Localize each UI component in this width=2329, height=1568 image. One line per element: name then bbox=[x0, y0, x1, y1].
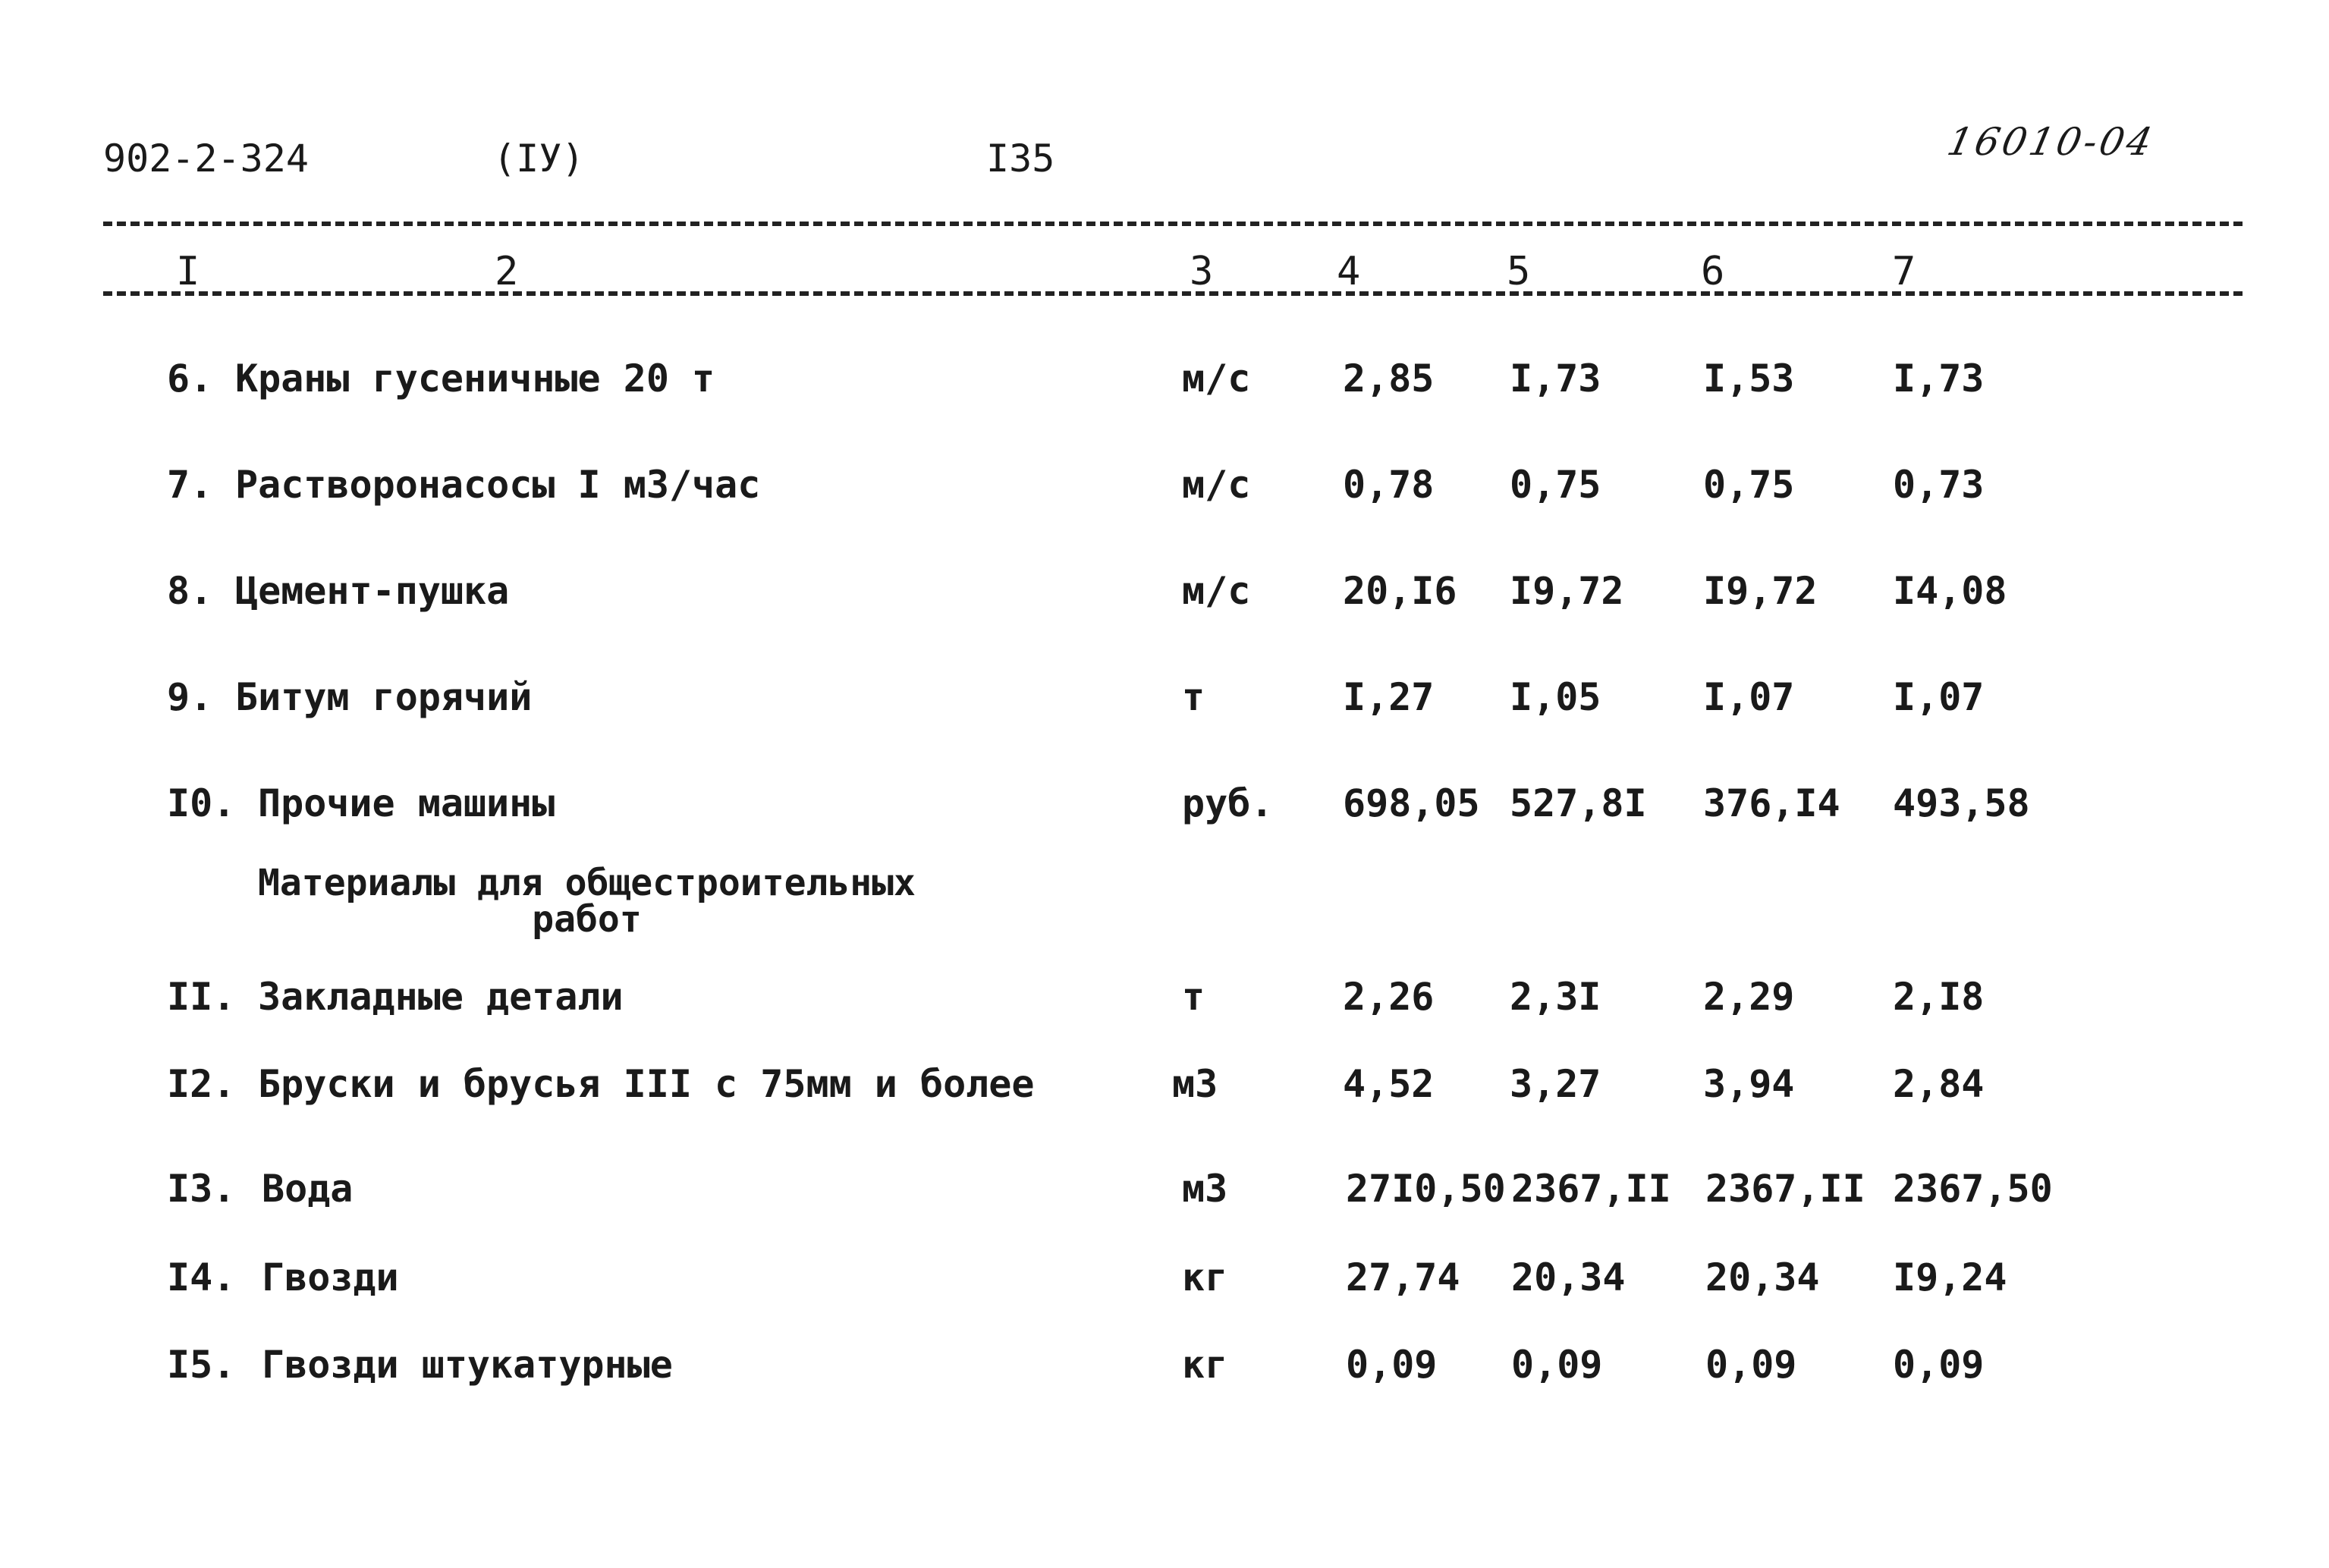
row-value-col7: 2,I8 bbox=[1893, 975, 1985, 1019]
row-value-col6: 20,34 bbox=[1705, 1255, 1820, 1299]
row-number: 7. bbox=[167, 463, 213, 507]
row-name: Растворонасосы I м3/час bbox=[235, 463, 761, 507]
table-row bbox=[0, 569, 2329, 630]
row-value-col5: 2,3I bbox=[1510, 975, 1601, 1019]
row-value-col4: 2,26 bbox=[1343, 975, 1435, 1019]
row-value-col5: I,05 bbox=[1510, 675, 1601, 719]
row-value-col7: I,07 bbox=[1893, 675, 1985, 719]
table-row bbox=[0, 463, 2329, 523]
row-value-col4: 27,74 bbox=[1346, 1255, 1460, 1299]
row-number: 6. bbox=[167, 357, 213, 401]
row-value-col7: I,73 bbox=[1893, 357, 1985, 401]
row-number: I0. bbox=[167, 781, 236, 825]
row-unit: кг bbox=[1182, 1343, 1228, 1387]
document-code: 902-2-324 bbox=[103, 137, 309, 181]
table-row bbox=[0, 975, 2329, 1035]
row-value-col5: I,73 bbox=[1510, 357, 1601, 401]
row-number: I3. bbox=[167, 1167, 236, 1211]
row-name: Вода bbox=[262, 1167, 354, 1211]
row-value-col4: 0,78 bbox=[1343, 463, 1435, 507]
row-value-col7: 0,73 bbox=[1893, 463, 1985, 507]
volume-label: (IУ) bbox=[493, 137, 585, 181]
table-row bbox=[0, 1343, 2329, 1403]
row-value-col7: I4,08 bbox=[1893, 569, 2007, 613]
row-value-col7: 493,58 bbox=[1893, 781, 2030, 825]
row-name: Цемент-пушка bbox=[235, 569, 510, 613]
row-name: Краны гусеничные 20 т bbox=[235, 357, 715, 401]
row-number: 8. bbox=[167, 569, 213, 613]
table-row bbox=[0, 1255, 2329, 1316]
row-number: II. bbox=[167, 975, 236, 1019]
row-value-col4: 0,09 bbox=[1346, 1343, 1438, 1387]
row-unit: кг bbox=[1182, 1255, 1228, 1299]
row-name: Битум горячий bbox=[235, 675, 533, 719]
row-value-col5: I9,72 bbox=[1510, 569, 1624, 613]
row-value-col5: 20,34 bbox=[1511, 1255, 1626, 1299]
handwritten-reference: 16010-04 bbox=[1943, 120, 2159, 164]
column-number-3: 3 bbox=[1190, 249, 1214, 294]
row-number: I4. bbox=[167, 1255, 236, 1299]
row-unit: т bbox=[1182, 975, 1205, 1019]
column-number-5: 5 bbox=[1507, 249, 1531, 294]
row-name: Закладные детали bbox=[258, 975, 624, 1019]
row-value-col5: 2367,II bbox=[1511, 1167, 1671, 1211]
row-unit: м3 bbox=[1172, 1062, 1218, 1106]
row-value-col6: 0,09 bbox=[1705, 1343, 1797, 1387]
row-value-col6: 0,75 bbox=[1703, 463, 1795, 507]
row-value-col6: 376,I4 bbox=[1703, 781, 1840, 825]
row-number: 9. bbox=[167, 675, 213, 719]
row-unit: т bbox=[1182, 675, 1205, 719]
row-value-col4: 4,52 bbox=[1343, 1062, 1435, 1106]
row-value-col7: I9,24 bbox=[1893, 1255, 2007, 1299]
row-value-col7: 2367,50 bbox=[1893, 1167, 2053, 1211]
table-row bbox=[0, 1062, 2329, 1123]
row-unit: руб. bbox=[1182, 781, 1274, 825]
row-value-col5: 0,09 bbox=[1511, 1343, 1603, 1387]
row-name: Гвозди штукатурные bbox=[262, 1343, 673, 1387]
table-row bbox=[0, 675, 2329, 736]
column-number-1: I bbox=[176, 249, 200, 294]
section-heading-line2: работ bbox=[532, 898, 642, 941]
column-number-4: 4 bbox=[1337, 249, 1361, 294]
row-value-col6: 3,94 bbox=[1703, 1062, 1795, 1106]
row-name: Гвозди bbox=[262, 1255, 399, 1299]
column-number-7: 7 bbox=[1892, 249, 1916, 294]
row-unit: м3 bbox=[1182, 1167, 1228, 1211]
row-value-col6: I,07 bbox=[1703, 675, 1795, 719]
row-number: I2. bbox=[167, 1062, 236, 1106]
row-value-col4: 27I0,50 bbox=[1346, 1167, 1506, 1211]
row-value-col7: 0,09 bbox=[1893, 1343, 1985, 1387]
table-row bbox=[0, 357, 2329, 417]
page-number: I35 bbox=[986, 137, 1055, 181]
column-number-6: 6 bbox=[1701, 249, 1725, 294]
row-unit: м/с bbox=[1182, 463, 1251, 507]
row-unit: м/с bbox=[1182, 569, 1251, 613]
header-divider-bottom bbox=[103, 291, 2243, 296]
row-name: Прочие машины bbox=[258, 781, 555, 825]
row-value-col4: 698,05 bbox=[1343, 781, 1480, 825]
row-number: I5. bbox=[167, 1343, 236, 1387]
row-unit: м/с bbox=[1182, 357, 1251, 401]
table-row bbox=[0, 1167, 2329, 1227]
section-heading bbox=[258, 862, 916, 941]
row-value-col6: I,53 bbox=[1703, 357, 1795, 401]
row-value-col7: 2,84 bbox=[1893, 1062, 1985, 1106]
header-divider-top bbox=[103, 222, 2243, 226]
section-heading-line1: Материалы для общестроительных bbox=[258, 862, 916, 904]
row-value-col5: 527,8I bbox=[1510, 781, 1647, 825]
row-value-col4: 20,I6 bbox=[1343, 569, 1457, 613]
row-value-col5: 3,27 bbox=[1510, 1062, 1601, 1106]
row-value-col6: I9,72 bbox=[1703, 569, 1818, 613]
column-number-2: 2 bbox=[495, 249, 519, 294]
row-value-col6: 2367,II bbox=[1705, 1167, 1865, 1211]
row-value-col4: I,27 bbox=[1343, 675, 1435, 719]
row-name: Бруски и брусья III с 75мм и более bbox=[258, 1062, 1035, 1106]
table-row bbox=[0, 781, 2329, 842]
row-value-col5: 0,75 bbox=[1510, 463, 1601, 507]
row-value-col6: 2,29 bbox=[1703, 975, 1795, 1019]
row-value-col4: 2,85 bbox=[1343, 357, 1435, 401]
